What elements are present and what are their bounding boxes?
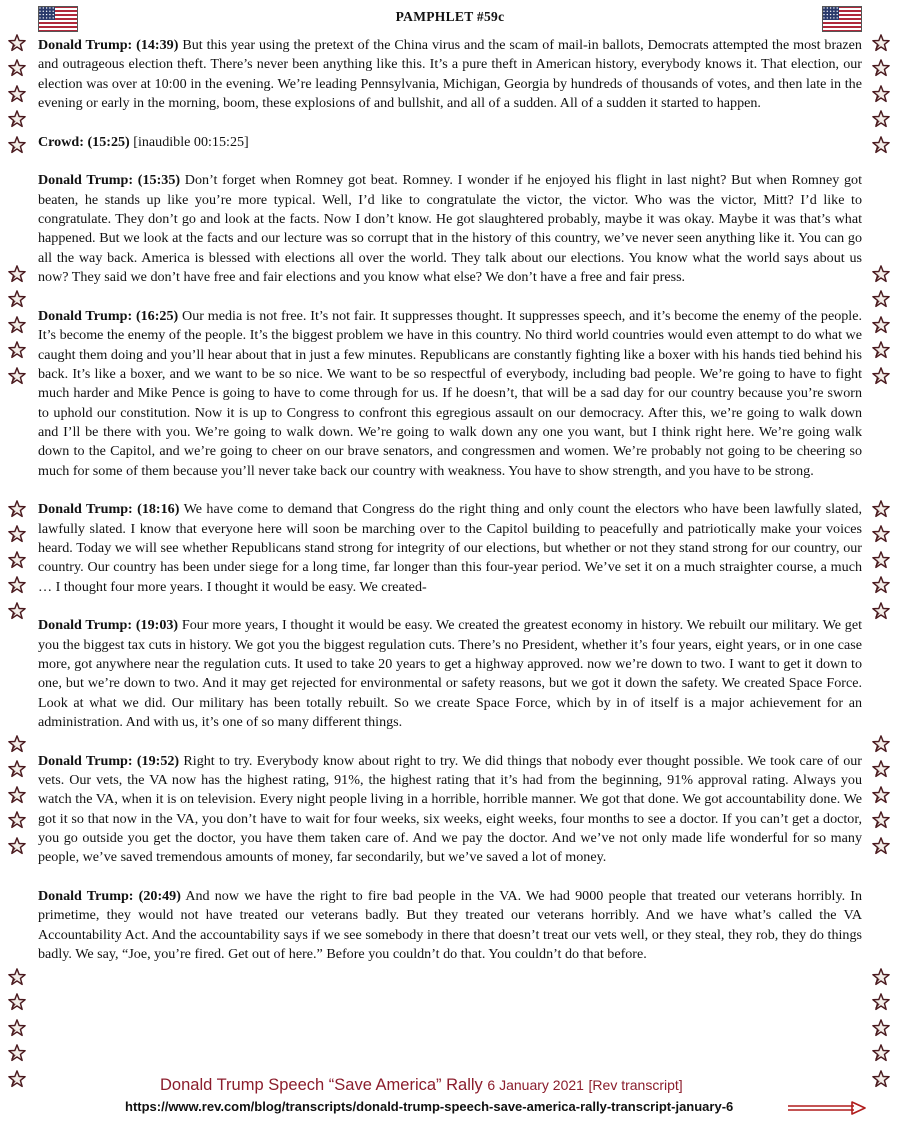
star-icon	[8, 576, 26, 594]
transcript-paragraph	[38, 616, 862, 732]
speaker-label: Donald Trump: (19:52)	[38, 752, 180, 769]
paragraph-text: Right to try. Everybody know about right to try. We did things that nobody ever thought possible. We took care of our vets. Our vets, the VA now has the highest rating, 91%, the highest rating that it’s had from the beginning, 91% approval rating. Always you watch the VA, when it is on television. Every night people living in a horrible, horrible manner. We got that done. We got accountability done. We got it so that now in the VA, you don’t have to wait for four weeks, six weeks, eight weeks, four months to see a doctor. If you can’t get a doctor, you go outside you get the doctor, you have them taken care of. And we pay the doctor. And we’ve not only made life wonderful for so many people, we’ve saved tremendous amounts of money, far secondarily, but we’ve saved a lot of money.	[38, 752, 862, 866]
star-icon	[8, 811, 26, 829]
footer-title	[160, 1076, 760, 1095]
transcript-paragraph	[38, 133, 862, 152]
star-icon	[872, 265, 890, 283]
star-icon	[872, 576, 890, 594]
us-flag-icon	[822, 6, 862, 32]
footer-title-note: [Rev transcript]	[588, 1077, 683, 1093]
star-icon	[872, 837, 890, 855]
star-icon	[872, 136, 890, 154]
star-icon	[8, 1019, 26, 1037]
star-icon	[872, 500, 890, 518]
star-icon	[872, 993, 890, 1011]
star-icon	[8, 760, 26, 778]
star-column-left	[8, 34, 30, 161]
star-icon	[8, 34, 26, 52]
star-icon	[872, 551, 890, 569]
star-icon	[872, 602, 890, 620]
star-icon	[872, 811, 890, 829]
speaker-label: Donald Trump: (15:35)	[38, 172, 181, 189]
star-icon	[8, 316, 26, 334]
star-icon	[872, 1070, 890, 1088]
star-icon	[8, 290, 26, 308]
star-icon	[8, 59, 26, 77]
star-column-right	[872, 34, 894, 161]
speaker-label: Donald Trump: (20:49)	[38, 888, 181, 905]
star-icon	[872, 525, 890, 543]
paragraph-text: But this year using the pretext of the China virus and the scam of mail-in ballots, Democrats attempted the most brazen and outrageous election theft. There’s never been anything like this. It’s a pure theft in American history, everybody knows it. That election, our election was over at 10:00 in the evening. We’re leading Pennsylvania, Michigan, Georgia by hundreds of thousands of votes, and then late in the evening or early in the morning, boom, these explosions of and bullshit, and all of a sudden. All of a sudden it started to happen.	[38, 37, 862, 112]
paragraph-text: And now we have the right to fire bad people in the VA. We had 9000 people that treated our veterans horribly. In primetime, they would not have treated our veterans badly. But they treated our veterans horribly. And we have what’s called the VA Accountability Act. And the accountability says if we see somebody in there that doesn’t treat our vets well, or they steal, they rob, they do things badly. We say, “Joe, you’re fired. Get out of here.” Before you couldn’t do that. You couldn’t do that before.	[38, 888, 862, 963]
star-column-left	[8, 265, 30, 392]
speaker-label: Donald Trump: (16:25)	[38, 307, 179, 324]
page-title: PAMPHLET #59c	[395, 9, 505, 24]
transcript-paragraph	[38, 887, 862, 964]
star-icon	[8, 341, 26, 359]
star-icon	[872, 110, 890, 128]
star-column-left	[8, 968, 30, 1095]
speaker-label: Donald Trump: (14:39)	[38, 37, 179, 53]
star-icon	[8, 136, 26, 154]
star-icon	[872, 735, 890, 753]
star-icon	[872, 85, 890, 103]
star-icon	[8, 786, 26, 804]
speaker-label: Donald Trump: (19:03)	[38, 617, 179, 634]
star-icon	[8, 551, 26, 569]
star-icon	[872, 59, 890, 77]
star-icon	[872, 367, 890, 385]
paragraph-text: Don’t forget when Romney got beat. Romney. I wonder if he enjoyed his flight in last night? But when Romney got beaten, he stands up like you’re more typical. Well, I’d like to congratulate the victor, the victor. Who was the victor, Mitt? I’d like to congratulate. They don’t go and look at the facts. Now I don’t know. He got slaughtered probably, maybe it was okay. Maybe it was that’s what happened. But we look at the facts and our lecture was so corrupt that in the history of this country, we’ve never seen anything like it. You can go all the way back. America is blessed with elections all over the world. They talk about our elections. You know what the world says about us now? They said we don’t have free and fair elections and you know what else? We don’t have a free and fair press.	[38, 172, 862, 286]
transcript-paragraph	[38, 307, 862, 481]
speaker-label: Crowd: (15:25)	[38, 133, 130, 150]
footer-title-main: Donald Trump Speech “Save America” Rally	[160, 1076, 483, 1094]
star-icon	[8, 993, 26, 1011]
star-icon	[872, 34, 890, 52]
star-icon	[8, 265, 26, 283]
transcript-paragraph	[38, 500, 862, 597]
source-link[interactable]: https://www.rev.com/blog/transcripts/donald-trump-speech-save-america-rally-transcript-january-6	[125, 1099, 734, 1114]
transcript-paragraph	[38, 752, 862, 868]
transcript-paragraph	[38, 36, 862, 113]
speaker-label: Donald Trump: (18:16)	[38, 501, 180, 518]
star-column-left	[8, 735, 30, 862]
star-icon	[872, 1019, 890, 1037]
paragraph-text: We have come to demand that Congress do the right thing and only count the electors who have been lawfully slated, lawfully slated. I know that everyone here will soon be marching over to the Capitol building to peacefully and patriotically make your voices heard. Today we will see whether Republicans stand strong for integrity of our elections, but whether or not they stand strong for our country, our country. Our country has been under siege for a long time, far longer than this four-year period. We’ve set it on a much straighter course, a much … I thought four more years. I thought it would be easy. We created-	[38, 501, 862, 595]
star-icon	[8, 735, 26, 753]
footer-title-date: 6 January 2021	[487, 1077, 584, 1093]
right-arrow-icon	[786, 1101, 866, 1115]
paragraph-text: Four more years, I thought it would be easy. We created the greatest economy in history. We rebuilt our military. We get you the biggest tax cuts in history. We got you the biggest regulation cuts. There’s no President, whether it’s four years, eight years, or in one case more, got anywhere near the regulation cuts. It used to take 20 years to get a highway approved. now we’re down to two. I want to get it down to one, but we’re down to two. And it may get rejected for environmental or safety reasons, but we got it down the safety. We created Space Force. Look at what we did. Our military has been totally rebuilt. So we create Space Force, which by in of itself is a major achievement for an administration. And with us, it’s one of so many different things.	[38, 617, 862, 731]
star-column-right	[872, 265, 894, 392]
star-icon	[8, 602, 26, 620]
star-icon	[872, 786, 890, 804]
star-icon	[872, 1044, 890, 1062]
star-icon	[872, 760, 890, 778]
star-icon	[872, 316, 890, 334]
star-icon	[8, 367, 26, 385]
star-icon	[872, 968, 890, 986]
paragraph-text: [inaudible 00:15:25]	[133, 133, 249, 150]
star-icon	[8, 1070, 26, 1088]
star-icon	[8, 968, 26, 986]
star-icon	[872, 290, 890, 308]
star-column-right	[872, 500, 894, 627]
star-icon	[8, 500, 26, 518]
star-icon	[8, 1044, 26, 1062]
paragraph-text: Our media is not free. It’s not fair. It suppresses thought. It suppresses speech, and it’s become the enemy of the people. It’s become the enemy of the people. It’s the biggest problem we have in this country. No third world countries would even attempt to do what we caught them doing and you’ll hear about that in just a few minutes. Republicans are constantly fighting like a boxer with his hands tied behind his back. It’s like a boxer, and we want to be so nice. We want to be so respectful of everybody, including bad people. We’re going to have to fight much harder and Mike Pence is going to have to come through for us. If he doesn’t, that will be a sad day for our country because you’re sworn to uphold our constitution. Now it is up to Congress to confront this egregious assault on our democracy. After this, we’re going to walk down and I’ll be there with you. We’re going to walk down. We’re going to walk down any one you want, but I think right here. We’re going walk down to the Capitol, and we’re going to cheer on our brave senators, and congressmen and women. We’re probably not going to be cheering so much for some of them because you’ll never take back our country with weakness. You have to show strength, and you have to be strong.	[38, 307, 862, 479]
star-icon	[872, 341, 890, 359]
star-column-left	[8, 500, 30, 627]
star-icon	[8, 85, 26, 103]
star-icon	[8, 837, 26, 855]
star-column-right	[872, 968, 894, 1095]
transcript-body	[38, 36, 862, 984]
star-icon	[8, 525, 26, 543]
star-icon	[8, 110, 26, 128]
star-column-right	[872, 735, 894, 862]
transcript-paragraph	[38, 171, 862, 287]
